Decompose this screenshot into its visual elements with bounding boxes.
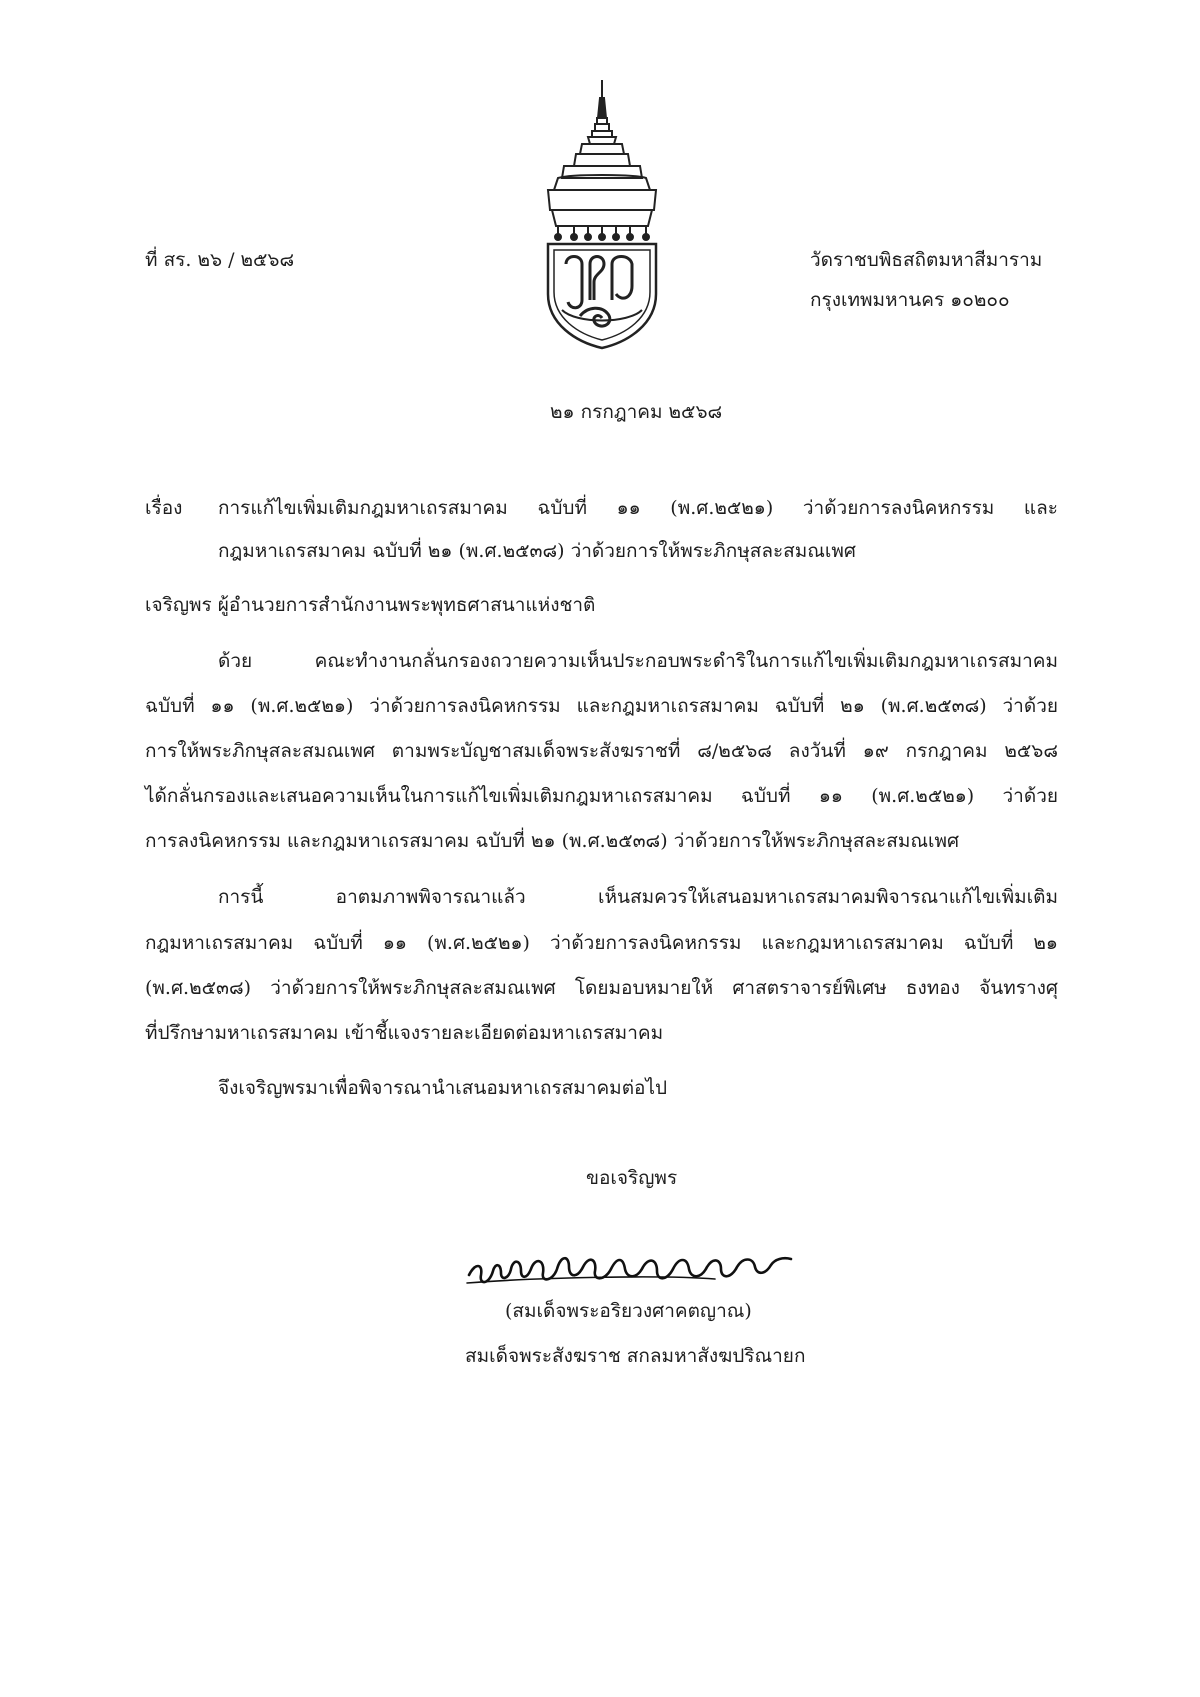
subject-label: เรื่อง: [145, 497, 183, 519]
paragraph-3: จึงเจริญพรมาเพื่อพิจารณานำเสนอมหาเถรสมาคมต่อไป: [218, 1077, 668, 1099]
document-date: ๒๑ กรกฎาคม ๒๕๖๘: [550, 401, 723, 423]
reference-number: ที่ สร. ๒๖ / ๒๕๖๘: [145, 249, 295, 271]
address-line-2: กรุงเทพมหานคร ๑๐๒๐๐: [810, 289, 1010, 311]
paragraph-2-line-2: กฎมหาเถรสมาคม ฉบับที่ ๑๑ (พ.ศ.๒๕๒๑) ว่าด้วยการลงนิคหกรรม และกฎมหาเถรสมาคม ฉบับที่ ๒๑: [145, 932, 1058, 954]
handwritten-signature-icon: [465, 1245, 795, 1289]
paragraph-2-line-3: (พ.ศ.๒๕๓๘) ว่าด้วยการให้พระภิกษุสละสมณเพศ โดยมอบหมายให้ ศาสตราจารย์พิเศษ ธงทอง จันทรางศุ: [145, 977, 1058, 999]
temple-crest-emblem-icon: [542, 78, 662, 350]
complimentary-close: ขอเจริญพร: [586, 1167, 678, 1189]
paragraph-2-line-4: ที่ปรึกษามหาเถรสมาคม เข้าชี้แจงรายละเอียดต่อมหาเถรสมาคม: [145, 1022, 664, 1044]
salutation: เจริญพร ผู้อำนวยการสำนักงานพระพุทธศาสนาแห่งชาติ: [145, 594, 596, 616]
paragraph-1-line-4: ได้กลั่นกรองและเสนอความเห็นในการแก้ไขเพิ่มเติมกฎมหาเถรสมาคม ฉบับที่ ๑๑ (พ.ศ.๒๕๒๑) ว่าด้วย: [145, 785, 1058, 807]
paragraph-2-line-1: การนี้ อาตมภาพพิจารณาแล้ว เห็นสมควรให้เสนอมหาเถรสมาคมพิจารณาแก้ไขเพิ่มเติม: [218, 886, 1058, 908]
subject-line-1: การแก้ไขเพิ่มเติมกฎมหาเถรสมาคม ฉบับที่ ๑๑ (พ.ศ.๒๕๒๑) ว่าด้วยการลงนิคหกรรม และ: [218, 497, 1058, 519]
signatory-name: (สมเด็จพระอริยวงศาคตญาณ): [505, 1300, 752, 1322]
paragraph-1-line-1: ด้วย คณะทำงานกลั่นกรองถวายความเห็นประกอบพระดำริในการแก้ไขเพิ่มเติมกฎมหาเถรสมาคม: [218, 650, 1058, 672]
signatory-title: สมเด็จพระสังฆราช สกลมหาสังฆปริณายก: [465, 1345, 806, 1367]
address-line-1: วัดราชบพิธสถิตมหาสีมาราม: [810, 249, 1043, 271]
paragraph-1-line-2: ฉบับที่ ๑๑ (พ.ศ.๒๕๒๑) ว่าด้วยการลงนิคหกรรม และกฎมหาเถรสมาคม ฉบับที่ ๒๑ (พ.ศ.๒๕๓๘) ว่าด้วย: [145, 695, 1058, 717]
subject-line-2: กฎมหาเถรสมาคม ฉบับที่ ๒๑ (พ.ศ.๒๕๓๘) ว่าด้วยการให้พระภิกษุสละสมณเพศ: [218, 540, 856, 562]
paragraph-1-line-5: การลงนิคหกรรม และกฎมหาเถรสมาคม ฉบับที่ ๒๑ (พ.ศ.๒๕๓๘) ว่าด้วยการให้พระภิกษุสละสมณเพศ: [145, 830, 960, 852]
paragraph-1-line-3: การให้พระภิกษุสละสมณเพศ ตามพระบัญชาสมเด็จพระสังฆราชที่ ๘/๒๕๖๘ ลงวันที่ ๑๙ กรกฎาคม ๒๕๖๘: [145, 740, 1058, 762]
